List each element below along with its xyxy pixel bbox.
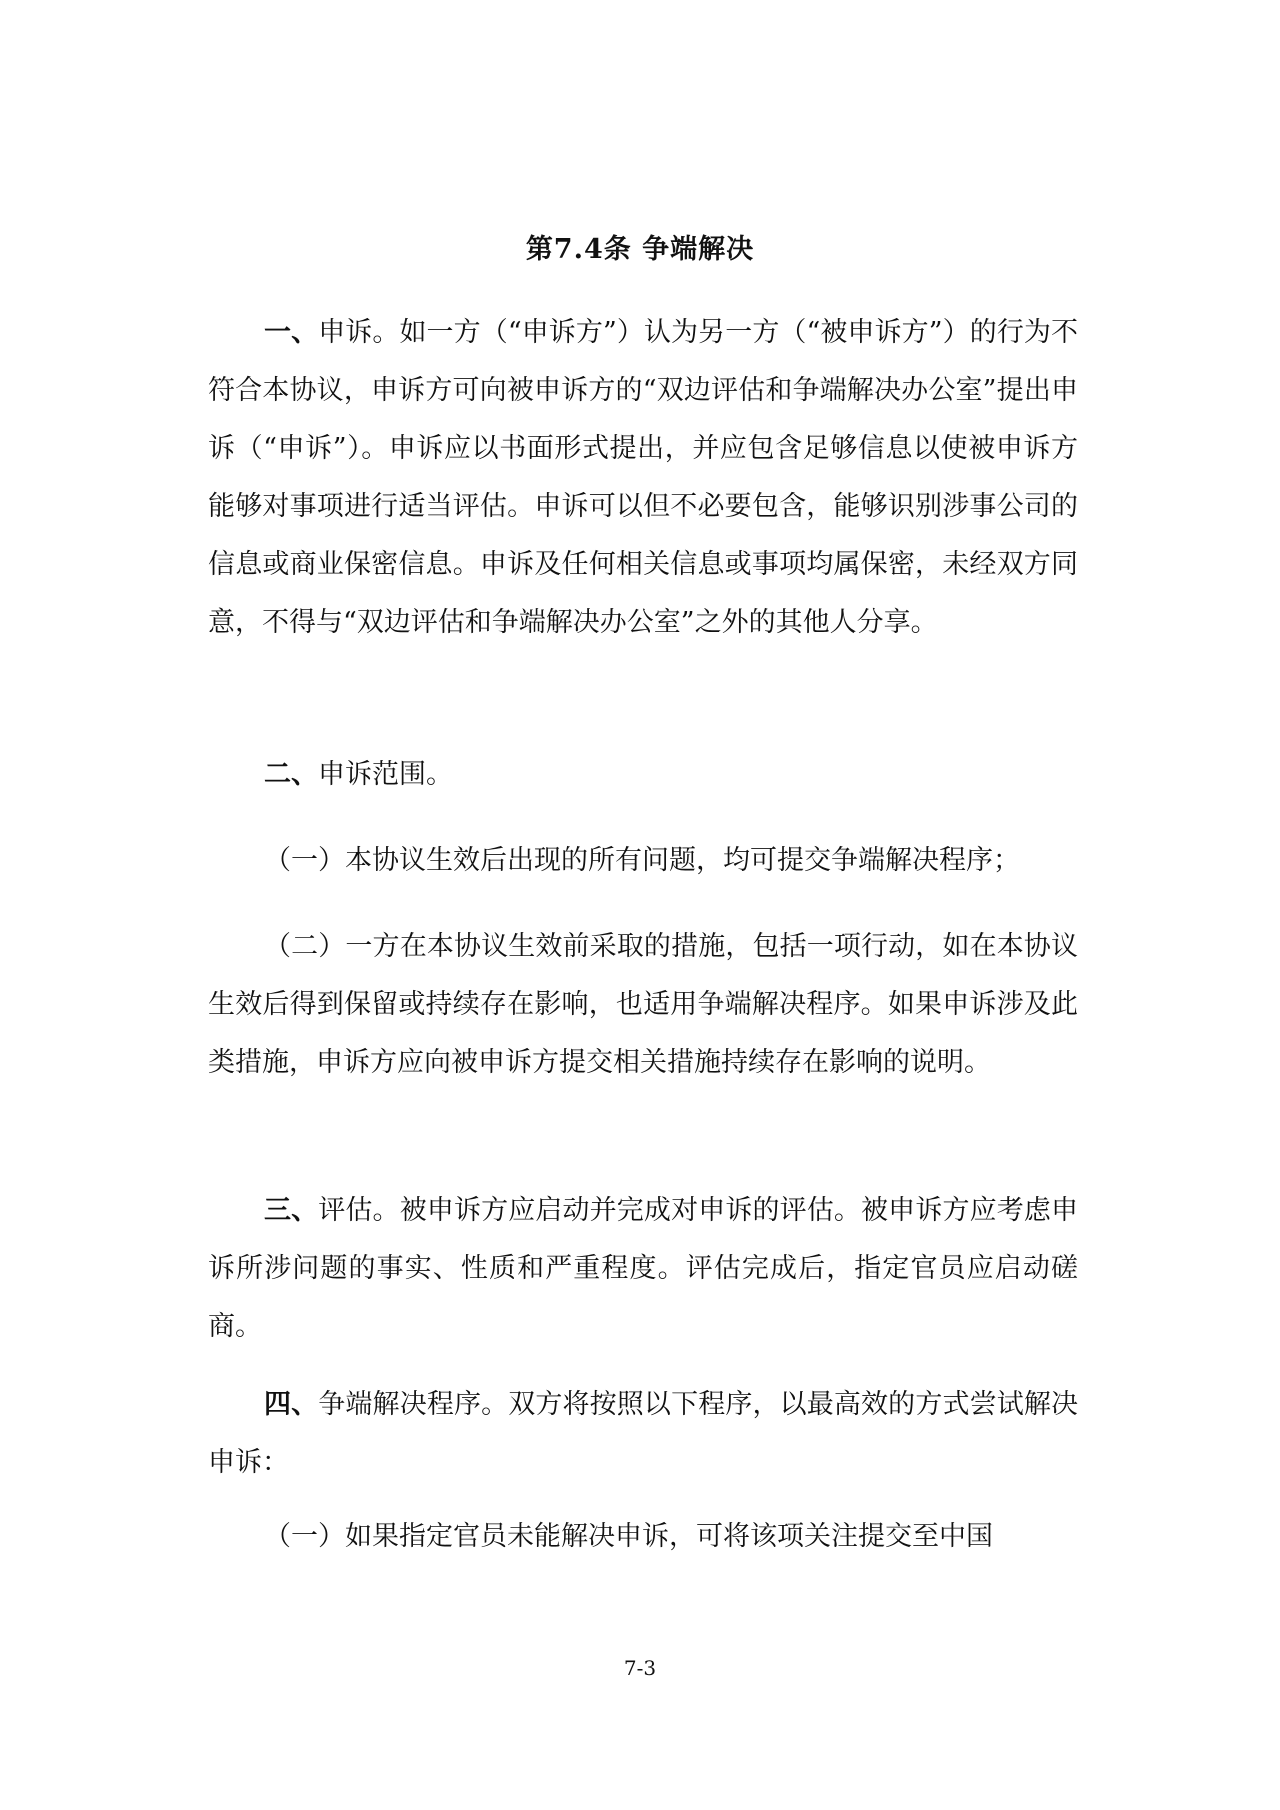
section-complaint xyxy=(208,304,1078,652)
section-text: 申诉范围。 xyxy=(318,759,453,790)
section-assessment xyxy=(208,1182,1078,1356)
item-text: （一）如果指定官员未能解决申诉，可将该项关注提交至中国 xyxy=(264,1521,993,1552)
scope-item-1 xyxy=(208,832,1078,890)
section-number: 三、 xyxy=(264,1195,319,1226)
section-number: 二、 xyxy=(264,759,318,790)
section-text: 争端解决程序。双方将按照以下程序，以最高效的方式尝试解决申诉： xyxy=(208,1389,1079,1478)
section-dispute-procedure xyxy=(208,1376,1078,1492)
item-text: （一）本协议生效后出现的所有问题，均可提交争端解决程序； xyxy=(264,845,1020,876)
item-text: （二）一方在本协议生效前采取的措施，包括一项行动，如在本协议生效后得到保留或持续存在影响，也适用争端解决程序。如果申诉涉及此类措施，申诉方应向被申诉方提交相关措施持续存在影响的说明。 xyxy=(208,931,1078,1078)
section-number: 一、 xyxy=(264,317,319,348)
section-text: 评估。被申诉方应启动并完成对申诉的评估。被申诉方应考虑申诉所涉问题的事实、性质和严重程度。评估完成后，指定官员应启动磋商。 xyxy=(208,1195,1079,1342)
section-number: 四、 xyxy=(264,1389,319,1420)
section-text: 申诉。如一方（“申诉方”）认为另一方（“被申诉方”）的行为不符合本协议，申诉方可向被申诉方的“双边评估和争端解决办公室”提出申诉（“申诉”）。申诉应以书面形式提出，并应包含足够信息以使被申诉方能够对事项进行适当评估。申诉可以但不必要包含，能够识别涉事公司的信息或商业保密信息。申诉及任何相关信息或事项均属保密，未经双方同意，不得与“双边评估和争端解决办公室”之外的其他人分享。 xyxy=(208,317,1079,638)
procedure-item-1 xyxy=(208,1508,1078,1566)
page-number: 7-3 xyxy=(623,1656,657,1680)
scope-item-2 xyxy=(208,918,1078,1092)
article-title: 第7.4条 争端解决 xyxy=(525,234,755,265)
section-scope xyxy=(208,746,1078,804)
